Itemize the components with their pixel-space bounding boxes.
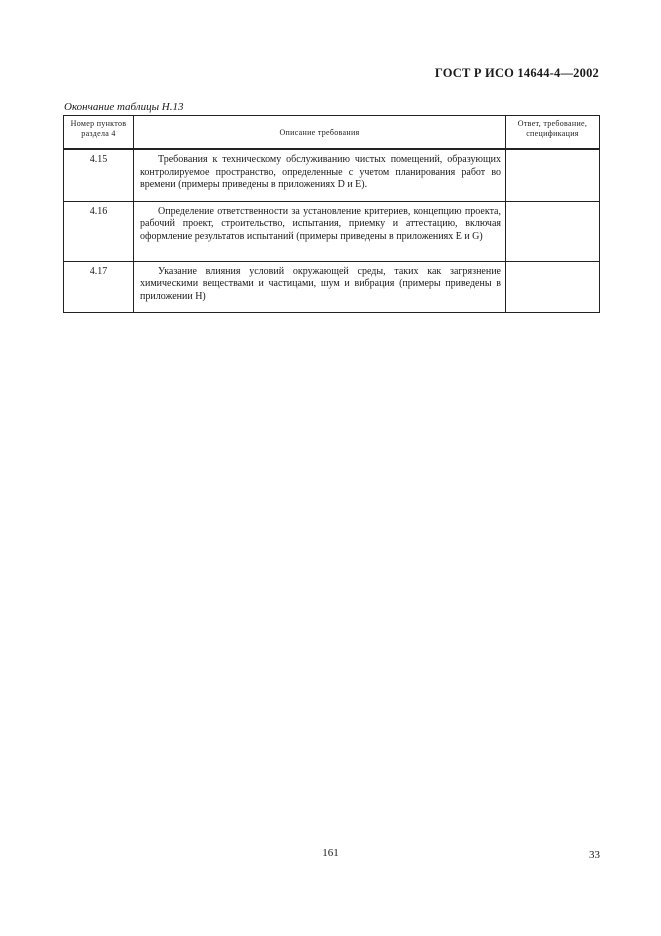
- table-row: [64, 149, 600, 201]
- table-row: [64, 261, 600, 313]
- row-description: [134, 261, 506, 313]
- row-number: 4.16: [64, 201, 134, 261]
- row-number: 4.15: [64, 149, 134, 201]
- table-body: [64, 149, 600, 313]
- column-header-number: Номер пунктов раздела 4: [64, 116, 134, 150]
- table-caption: Окончание таблицы Н.13: [64, 101, 184, 113]
- row-number: 4.17: [64, 261, 134, 313]
- table-header: [64, 116, 600, 150]
- table-row: [64, 201, 600, 261]
- requirements-table: [63, 115, 600, 313]
- page-number-center: 161: [322, 847, 339, 859]
- row-description-text: Определение ответственности за установление критериев, концепцию проекта, рабочий проект, строительство, испытания, приемку и аттестацию, включая оформление результатов испытаний (примеры приведены в приложениях Е и G): [140, 205, 501, 242]
- row-description: [134, 149, 506, 201]
- row-description: [134, 201, 506, 261]
- row-description-text: Требования к техническому обслуживанию чистых помещений, образующих контролируемое пространство, определенные с учетом планирования работ во времени (примеры приведены в приложениях D и Е).: [140, 154, 501, 190]
- document-code: ГОСТ Р ИСО 14644-4—2002: [434, 66, 599, 80]
- row-answer: [506, 261, 600, 313]
- column-header-answer: Ответ, требование, спецификация: [506, 116, 600, 150]
- row-answer: [506, 149, 600, 201]
- row-answer: [506, 201, 600, 261]
- page-number-right: 33: [589, 849, 600, 861]
- row-description-text: Указание влияния условий окружающей среды, таких как загрязнение химическими веществами и частицами, шум и вибрация (примеры приведены в приложении Н): [140, 265, 501, 302]
- header-row: [64, 116, 600, 150]
- column-header-description: Описание требования: [134, 116, 506, 150]
